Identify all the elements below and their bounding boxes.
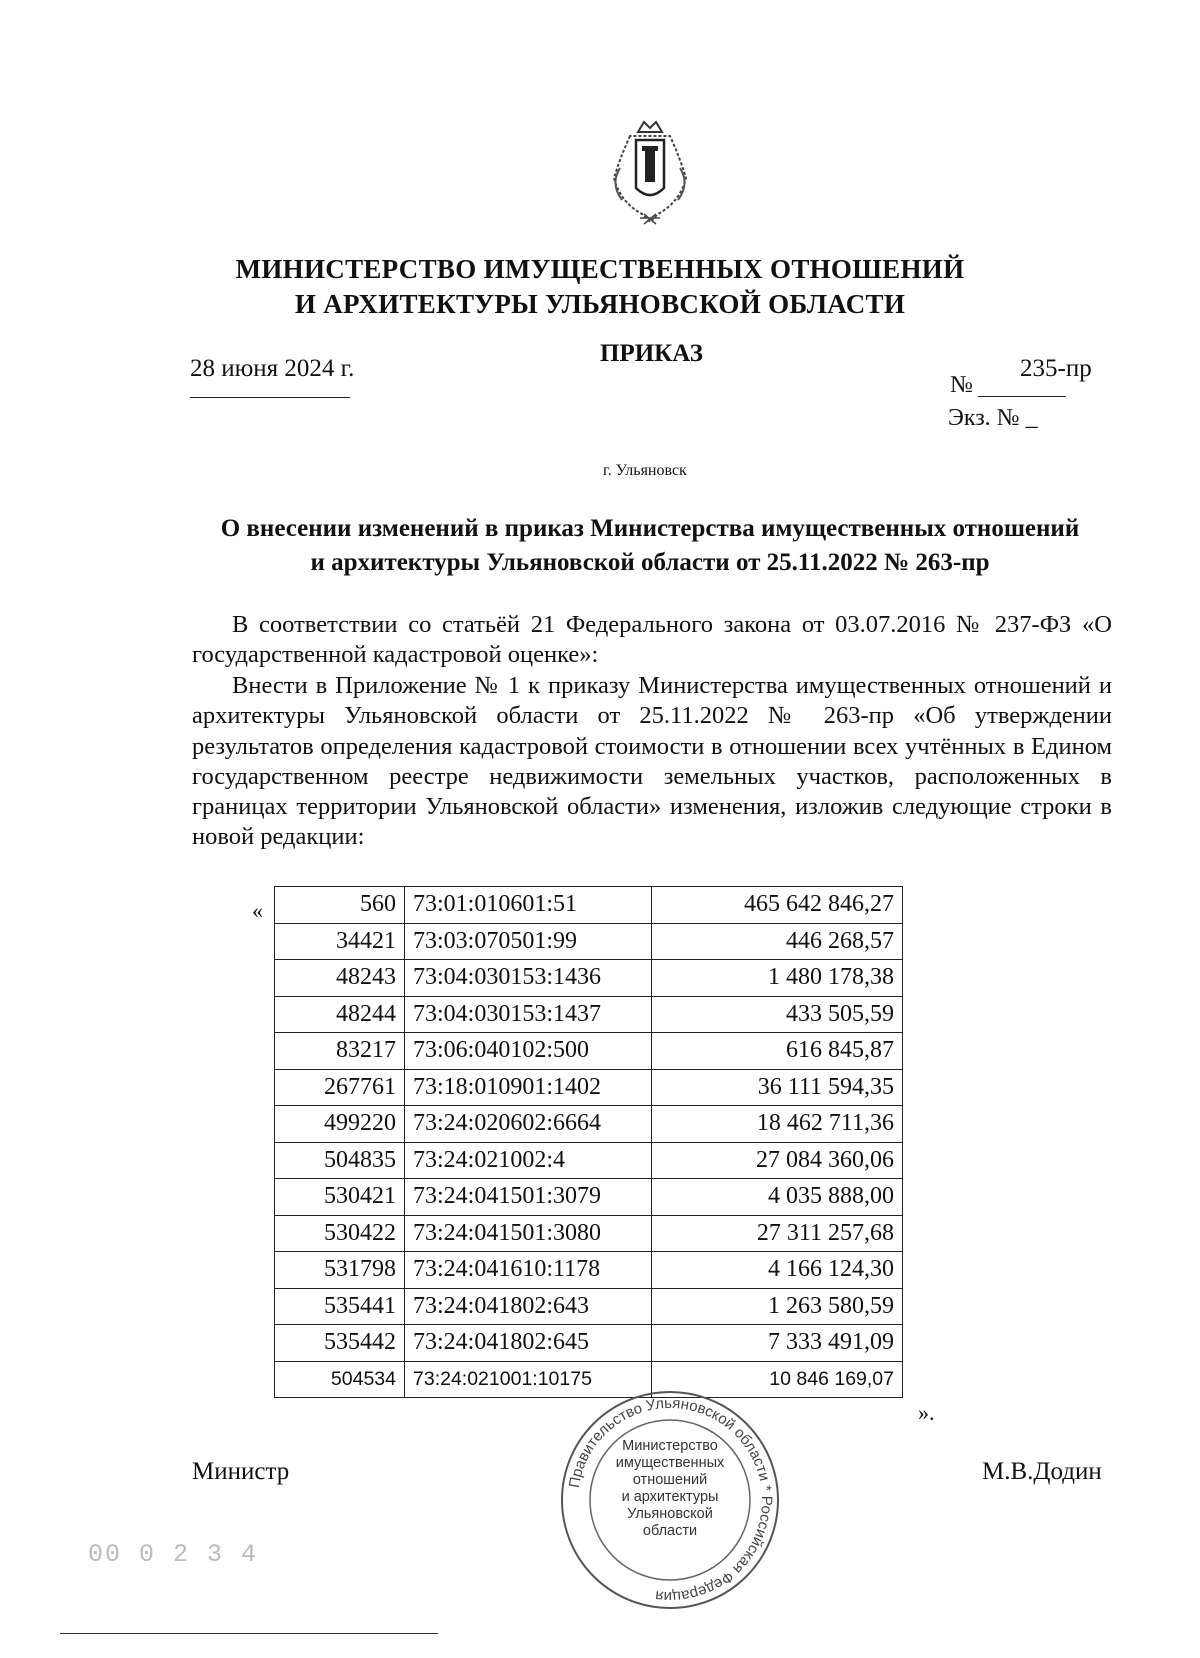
table-open-quote: « <box>252 898 263 923</box>
stamp-ring-text: Правительство Ульяновской области * Российская Федерация <box>565 1394 776 1606</box>
cadastral-number-cell: 73:03:070501:99 <box>405 923 652 960</box>
row-number-cell: 535441 <box>275 1288 405 1325</box>
city: г. Ульяновск <box>603 462 687 479</box>
number-underline <box>978 396 1066 397</box>
cadastral-value-cell: 27 311 257,68 <box>652 1215 903 1252</box>
signature-name: М.В.Додин <box>982 1458 1102 1485</box>
cadastral-number-cell: 73:24:041501:3079 <box>405 1179 652 1216</box>
table-row <box>275 1179 903 1216</box>
table-row <box>275 1325 903 1362</box>
cadastral-value-cell: 4 035 888,00 <box>652 1179 903 1216</box>
table-row <box>275 1033 903 1070</box>
document-type: ПРИКАЗ <box>600 340 703 367</box>
number-sign: № <box>950 372 973 398</box>
cadastral-value-cell: 1 263 580,59 <box>652 1288 903 1325</box>
row-number-cell: 48243 <box>275 960 405 997</box>
cadastral-number-cell: 73:06:040102:500 <box>405 1033 652 1070</box>
cadastral-value-cell: 433 505,59 <box>652 996 903 1033</box>
cadastral-value-cell: 36 111 594,35 <box>652 1069 903 1106</box>
cadastral-number-cell: 73:24:041610:1178 <box>405 1252 652 1289</box>
body-paragraph-2: Внести в Приложение № 1 к приказу Министерства имущественных отношений и архитектуры Ульяновской области от 25.11.2022 № 263-пр «Об утверждении результатов определения кадастровой стоимости в отношении всех учтённых в Едином государственном реестре недвижимости земельных участков, расположенных в границах территории Ульяновской области» изменения, изложив следующие строки в новой редакции: <box>192 672 1112 851</box>
table-row <box>275 996 903 1033</box>
stamp-inner-text <box>605 1438 735 1540</box>
cadastral-value-cell: 616 845,87 <box>652 1033 903 1070</box>
row-number-cell: 531798 <box>275 1252 405 1289</box>
cadastral-table <box>274 886 903 1398</box>
table-row <box>275 1069 903 1106</box>
row-number-cell: 530422 <box>275 1215 405 1252</box>
cadastral-number-cell: 73:18:010901:1402 <box>405 1069 652 1106</box>
document-date: 28 июня 2024 г. <box>190 355 355 382</box>
stamp-inner-line: отношений <box>632 1472 708 1488</box>
cadastral-number-cell: 73:24:041802:645 <box>405 1325 652 1362</box>
cadastral-value-cell: 10 846 169,07 <box>652 1361 903 1398</box>
row-number-cell: 530421 <box>275 1179 405 1216</box>
row-number-cell: 560 <box>275 887 405 924</box>
ministry-name <box>0 252 1200 322</box>
date-underline <box>190 397 350 398</box>
row-number-cell: 504534 <box>275 1361 405 1398</box>
table-row <box>275 960 903 997</box>
cadastral-value-cell: 465 642 846,27 <box>652 887 903 924</box>
stamp-inner-line: имущественных <box>615 1455 725 1471</box>
cadastral-value-cell: 27 084 360,06 <box>652 1142 903 1179</box>
stamp-inner-line: Министерство <box>622 1438 718 1454</box>
cadastral-value-cell: 4 166 124,30 <box>652 1252 903 1289</box>
ministry-name-line2: И АРХИТЕКТУРЫ УЛЬЯНОВСКОЙ ОБЛАСТИ <box>294 289 906 319</box>
signature-position: Министр <box>192 1458 290 1485</box>
table-close-quote: ». <box>918 1400 935 1425</box>
document-number: 235-пр <box>1020 355 1092 382</box>
subject-line1: О внесении изменений в приказ Министерства имущественных отношений <box>220 515 1080 542</box>
document-subject <box>150 512 1150 580</box>
bottom-rule <box>60 1633 438 1634</box>
cadastral-value-cell: 1 480 178,38 <box>652 960 903 997</box>
cadastral-number-cell: 73:04:030153:1437 <box>405 996 652 1033</box>
cadastral-value-cell: 446 268,57 <box>652 923 903 960</box>
ministry-name-line1: МИНИСТЕРСТВО ИМУЩЕСТВЕННЫХ ОТНОШЕНИЙ <box>235 254 965 284</box>
body-paragraph-1: В соответствии со статьёй 21 Федерального закона от 03.07.2016 № 237-ФЗ «О государственной кадастровой оценке»: <box>192 611 1112 669</box>
coat-of-arms-emblem <box>600 118 700 228</box>
table-row <box>275 1252 903 1289</box>
cadastral-number-cell: 73:24:021001:10175 <box>405 1361 652 1398</box>
cadastral-number-cell: 73:24:041802:643 <box>405 1288 652 1325</box>
cadastral-value-cell: 7 333 491,09 <box>652 1325 903 1362</box>
row-number-cell: 499220 <box>275 1106 405 1143</box>
cadastral-number-cell: 73:24:020602:6664 <box>405 1106 652 1143</box>
row-number-cell: 34421 <box>275 923 405 960</box>
copy-number: Экз. № _ <box>948 405 1038 431</box>
table-row <box>275 1215 903 1252</box>
table-row <box>275 887 903 924</box>
cadastral-number-cell: 73:24:021002:4 <box>405 1142 652 1179</box>
cadastral-number-cell: 73:01:010601:51 <box>405 887 652 924</box>
table-row <box>275 1142 903 1179</box>
row-number-cell: 535442 <box>275 1325 405 1362</box>
row-number-cell: 504835 <box>275 1142 405 1179</box>
table-row <box>275 1106 903 1143</box>
cadastral-number-cell: 73:24:041501:3080 <box>405 1215 652 1252</box>
stamp-inner-line: Ульяновской <box>627 1506 713 1522</box>
cadastral-value-cell: 18 462 711,36 <box>652 1106 903 1143</box>
subject-line2: и архитектуры Ульяновской области от 25.11.2022 № 263-пр <box>310 549 990 576</box>
stamp-inner-line: и архитектуры <box>621 1489 719 1505</box>
stamp-inner-line: области <box>642 1523 698 1539</box>
cadastral-number-cell: 73:04:030153:1436 <box>405 960 652 997</box>
table-row <box>275 923 903 960</box>
row-number-cell: 83217 <box>275 1033 405 1070</box>
row-number-cell: 48244 <box>275 996 405 1033</box>
row-number-cell: 267761 <box>275 1069 405 1106</box>
table-row <box>275 1288 903 1325</box>
document-serial: 00 0 2 3 4 <box>88 1540 259 1569</box>
